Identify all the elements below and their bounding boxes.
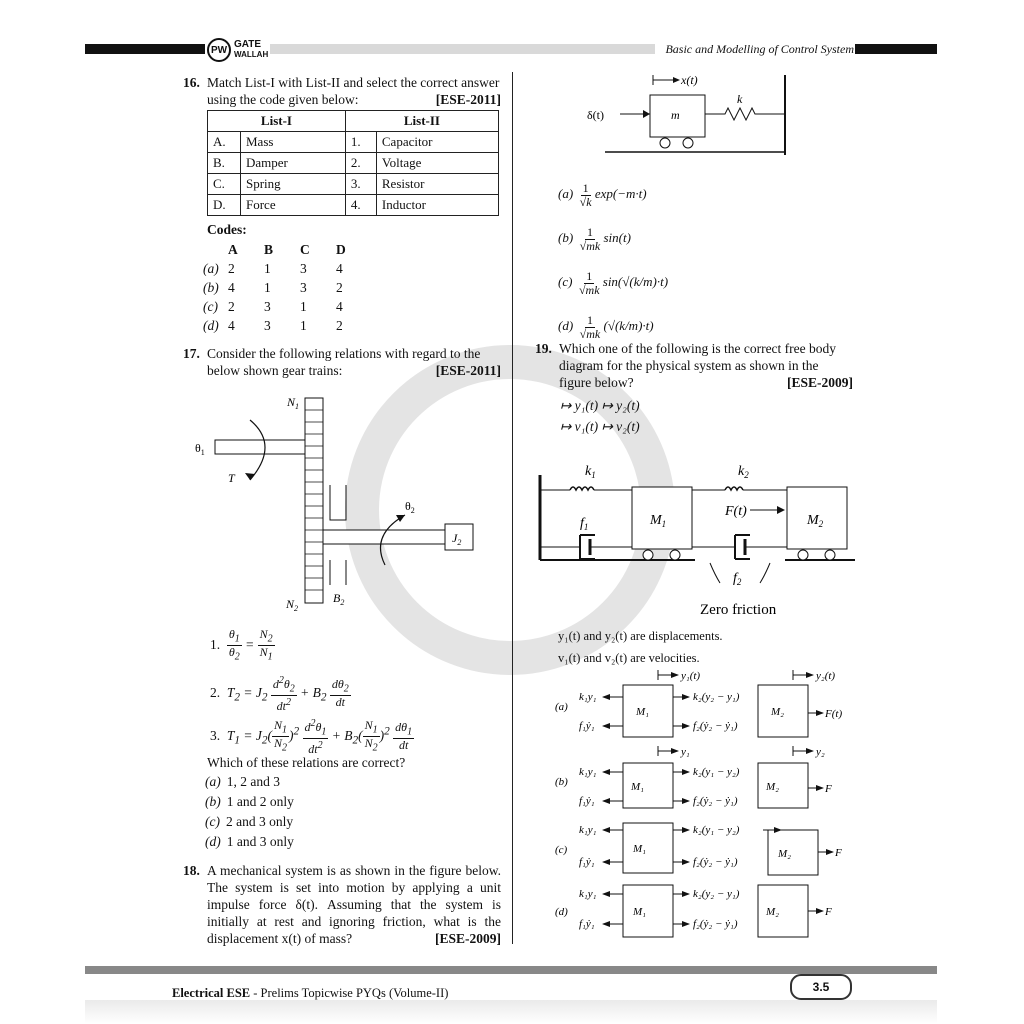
svg-text:k₂(y₁ − y₂): k₂(y₁ − y₂) <box>693 766 740 778</box>
svg-text:f₂(ẏ₂ − ẏ₁): f₂(ẏ₂ − ẏ₁) <box>693 918 738 930</box>
codes-label: Codes: <box>207 222 247 237</box>
svg-text:M2: $M_2$ <box>807 513 824 529</box>
header-bar-grey <box>270 44 655 54</box>
svg-text:f1: $f_1$ <box>580 516 589 532</box>
svg-text:B2: $B_2$ <box>333 591 345 607</box>
svg-text:M₁: M₁ <box>631 781 644 793</box>
footer-book-title: Electrical ESE - Prelims Topicwise PYQs (Volume-II) <box>172 986 449 1000</box>
table-row: B. Damper 2. Voltage <box>208 153 499 174</box>
question-number: 18. <box>183 863 200 878</box>
fbd-option-a[interactable] <box>555 670 842 737</box>
option-d[interactable]: (d) 1 and 3 only <box>205 834 294 849</box>
publisher-logo <box>207 38 268 62</box>
match-table <box>207 110 499 216</box>
question-text: Which one of the following is the correct free body diagram for the physical system as shown in the figure below? <box>559 341 837 390</box>
svg-text:M₂: M₂ <box>778 848 791 860</box>
svg-text:f₁ẏ₁: f₁ẏ₁ <box>579 795 595 807</box>
svg-text:F(t): F(t) <box>825 708 843 720</box>
svg-text:F: F <box>825 783 832 795</box>
question-text: Match List-I with List-II and select the correct answer using the code given below: <box>207 75 500 107</box>
svg-text:k₂(y₁ − y₂): k₂(y₁ − y₂) <box>693 824 740 836</box>
svg-text:δ(t): δ(t) <box>587 108 604 122</box>
svg-text:k₁y₁: k₁y₁ <box>579 691 597 703</box>
mass-spring-figure <box>585 70 795 155</box>
list1-header: List-I <box>208 111 346 132</box>
svg-text:f2: $f_2$ <box>733 571 742 587</box>
svg-text:F(t): F(t) <box>725 504 747 519</box>
svg-text:M₂: M₂ <box>766 781 779 793</box>
svg-text:M1: $M_1$ <box>650 513 667 529</box>
table-row: C. Spring 3. Resistor <box>208 174 499 195</box>
note-velocities: v₁(t) and v₂(t) are velocities. <box>558 651 700 665</box>
option-b[interactable]: (b) 1 and 2 only <box>205 794 294 809</box>
option-d[interactable]: (d) $\frac{1}{√mk}$ (√(k/m)·t) <box>558 312 654 341</box>
svg-text:N1: $N_1$ <box>287 395 300 411</box>
svg-text:Zero friction: Zero friction <box>700 602 777 618</box>
svg-text:f₂(ẏ₂ − ẏ₁): f₂(ẏ₂ − ẏ₁) <box>693 720 738 732</box>
svg-text:k: k <box>737 92 743 106</box>
option-b[interactable]: (b) $\frac{1}{√mk}$ sin(t) <box>558 224 631 253</box>
question-text: Consider the following relations with regard to the below shown gear trains: <box>207 346 481 378</box>
question-18 <box>183 862 501 947</box>
svg-text:k₁y₁: k₁y₁ <box>579 766 597 778</box>
mass-m1 <box>632 487 692 549</box>
equation-1: 1. $\frac{\theta_1}{\theta_2}$ = $\frac{N_2}{N_1}$ <box>210 627 273 663</box>
exam-tag: [ESE-2009] <box>786 375 853 390</box>
question-number: 16. <box>183 75 200 90</box>
svg-text:M₁: M₁ <box>636 706 649 718</box>
list2-header: List-II <box>345 111 498 132</box>
svg-text:f₂(ẏ₂ − ẏ₁): f₂(ẏ₂ − ẏ₁) <box>693 795 738 807</box>
table-row: A. Mass 1. Capacitor <box>208 132 499 153</box>
equation-3: 3. $T_1 = J_2$( $\frac{N_1}{N_2}$ )$^2$ $\frac{d^2\theta_1}{dt^2}$ + $B_2$( $\frac{N_1}{N_2}$ )$^2$ $\frac{d\theta_1}{dt}$ <box>210 717 413 757</box>
column-divider <box>512 72 513 944</box>
svg-text:F: F <box>835 847 842 859</box>
code-option[interactable]: (d) 4 3 1 2 <box>203 317 343 333</box>
svg-text:θ2: $\theta_2$ <box>405 499 415 515</box>
svg-text:T: T <box>228 471 235 485</box>
velocity-arrows: ↦ v₁(t) ↦ v₂(t) <box>560 419 640 434</box>
pw-logo-icon: PW <box>207 38 231 62</box>
svg-text:(d): (d) <box>555 906 568 918</box>
code-option[interactable]: (b) 4 1 3 2 <box>203 279 343 295</box>
svg-text:k₁y₁: k₁y₁ <box>579 888 597 900</box>
svg-text:f₂(ẏ₂ − ẏ₁): f₂(ẏ₂ − ẏ₁) <box>693 856 738 868</box>
header-bar-right <box>855 44 937 54</box>
question-17 <box>183 345 501 379</box>
svg-text:y₂(t): y₂(t) <box>816 670 836 682</box>
code-option[interactable]: (a) 2 1 3 4 <box>203 260 343 276</box>
fbd-option-b[interactable] <box>555 746 832 808</box>
footer-shade <box>85 1000 937 1024</box>
fbd-option-c[interactable] <box>555 823 842 875</box>
svg-text:f₁ẏ₁: f₁ẏ₁ <box>579 918 595 930</box>
svg-text:N2: $N_2$ <box>286 597 299 613</box>
svg-text:y₁(t): y₁(t) <box>681 670 701 682</box>
svg-text:f₁ẏ₁: f₁ẏ₁ <box>579 720 595 732</box>
table-row: D. Force 4. Inductor <box>208 195 499 216</box>
option-a[interactable]: (a) $\frac{1}{√k}$ exp(−m·t) <box>558 180 647 209</box>
svg-text:k1: $k_1$ <box>585 464 596 480</box>
svg-text:M₁: M₁ <box>633 906 646 918</box>
q17-options <box>205 772 294 852</box>
note-displacements: y₁(t) and y₂(t) are displacements. <box>558 629 723 643</box>
gear-train-figure <box>190 390 490 620</box>
two-mass-system-figure <box>535 455 865 620</box>
svg-text:x(t): x(t) <box>681 73 698 87</box>
option-c[interactable]: (c) 2 and 3 only <box>205 814 294 829</box>
svg-text:(a): (a) <box>555 701 568 713</box>
exam-tag: [ESE-2011] <box>435 92 501 107</box>
spring-k1 <box>570 487 594 490</box>
svg-text:m: m <box>671 108 680 122</box>
question-16 <box>183 74 501 108</box>
question-number: 17. <box>183 346 200 361</box>
header-bar-left <box>85 44 205 54</box>
q18-options <box>558 172 668 348</box>
svg-text:k₂(y₂ − y₁): k₂(y₂ − y₁) <box>693 888 740 900</box>
fbd-options-figure <box>553 665 853 945</box>
spring-k2 <box>725 487 743 490</box>
option-a[interactable]: (a) 1, 2 and 3 <box>205 774 280 789</box>
svg-text:f₁ẏ₁: f₁ẏ₁ <box>579 856 595 868</box>
svg-text:(b): (b) <box>555 776 568 788</box>
svg-text:k₁y₁: k₁y₁ <box>579 824 597 836</box>
option-c[interactable]: (c) $\frac{1}{√mk}$ sin(√(k/m)·t) <box>558 268 669 297</box>
shaft-1 <box>215 440 305 454</box>
svg-text:J2: $J_2$ <box>452 531 462 547</box>
svg-text:M₁: M₁ <box>633 843 646 855</box>
code-option[interactable]: (c) 2 3 1 4 <box>203 298 343 314</box>
gear-rack <box>305 398 323 603</box>
logo-line2: WALLAH <box>234 50 269 59</box>
shaft-2 <box>323 530 445 544</box>
svg-text:θ1: $\theta_1$ <box>195 441 205 457</box>
equation-2: 2. $T_2 = J_2$ $\frac{d^2\theta_2}{dt^2}$ + $B_2$ $\frac{d\theta_2}{dt}$ <box>210 675 349 714</box>
exam-tag: [ESE-2011] <box>435 363 501 378</box>
page-number: 3.5 <box>790 974 852 1000</box>
question-number: 19. <box>535 341 552 356</box>
chapter-title: Basic and Modelling of Control System <box>665 42 854 56</box>
svg-text:M₂: M₂ <box>771 706 784 718</box>
fbd-option-d[interactable] <box>555 885 832 937</box>
svg-text:(c): (c) <box>555 844 568 856</box>
sub-question: Which of these relations are correct? <box>207 755 406 770</box>
question-19 <box>535 340 853 391</box>
svg-text:y₁: y₁ <box>681 746 690 758</box>
displacement-arrows: ↦ y₁(t) ↦ y₂(t) <box>560 398 640 413</box>
spring-k <box>705 108 785 120</box>
svg-text:M₂: M₂ <box>766 906 779 918</box>
svg-text:k2: $k_2$ <box>738 464 749 480</box>
svg-text:F: F <box>825 906 832 918</box>
exam-tag: [ESE-2009] <box>434 931 501 946</box>
codes-table: A B C D (a) 2 1 3 4 (b) 4 1 3 2 (c) 2 3 1 4 (d) 4 3 1 2 <box>203 240 346 335</box>
logo-line1: GATE <box>234 39 262 50</box>
footer-bar <box>85 966 937 974</box>
svg-text:y₂: y₂ <box>816 746 825 758</box>
svg-text:k₂(y₂ − y₁): k₂(y₂ − y₁) <box>693 691 740 703</box>
question-text: A mechanical system is as shown in the figure below. The system is set into motion by applying a unit impulse force δ(t). Assuming that the system is initially at rest and ignoring friction, what is the displacement x(t) of mass? <box>207 863 501 946</box>
